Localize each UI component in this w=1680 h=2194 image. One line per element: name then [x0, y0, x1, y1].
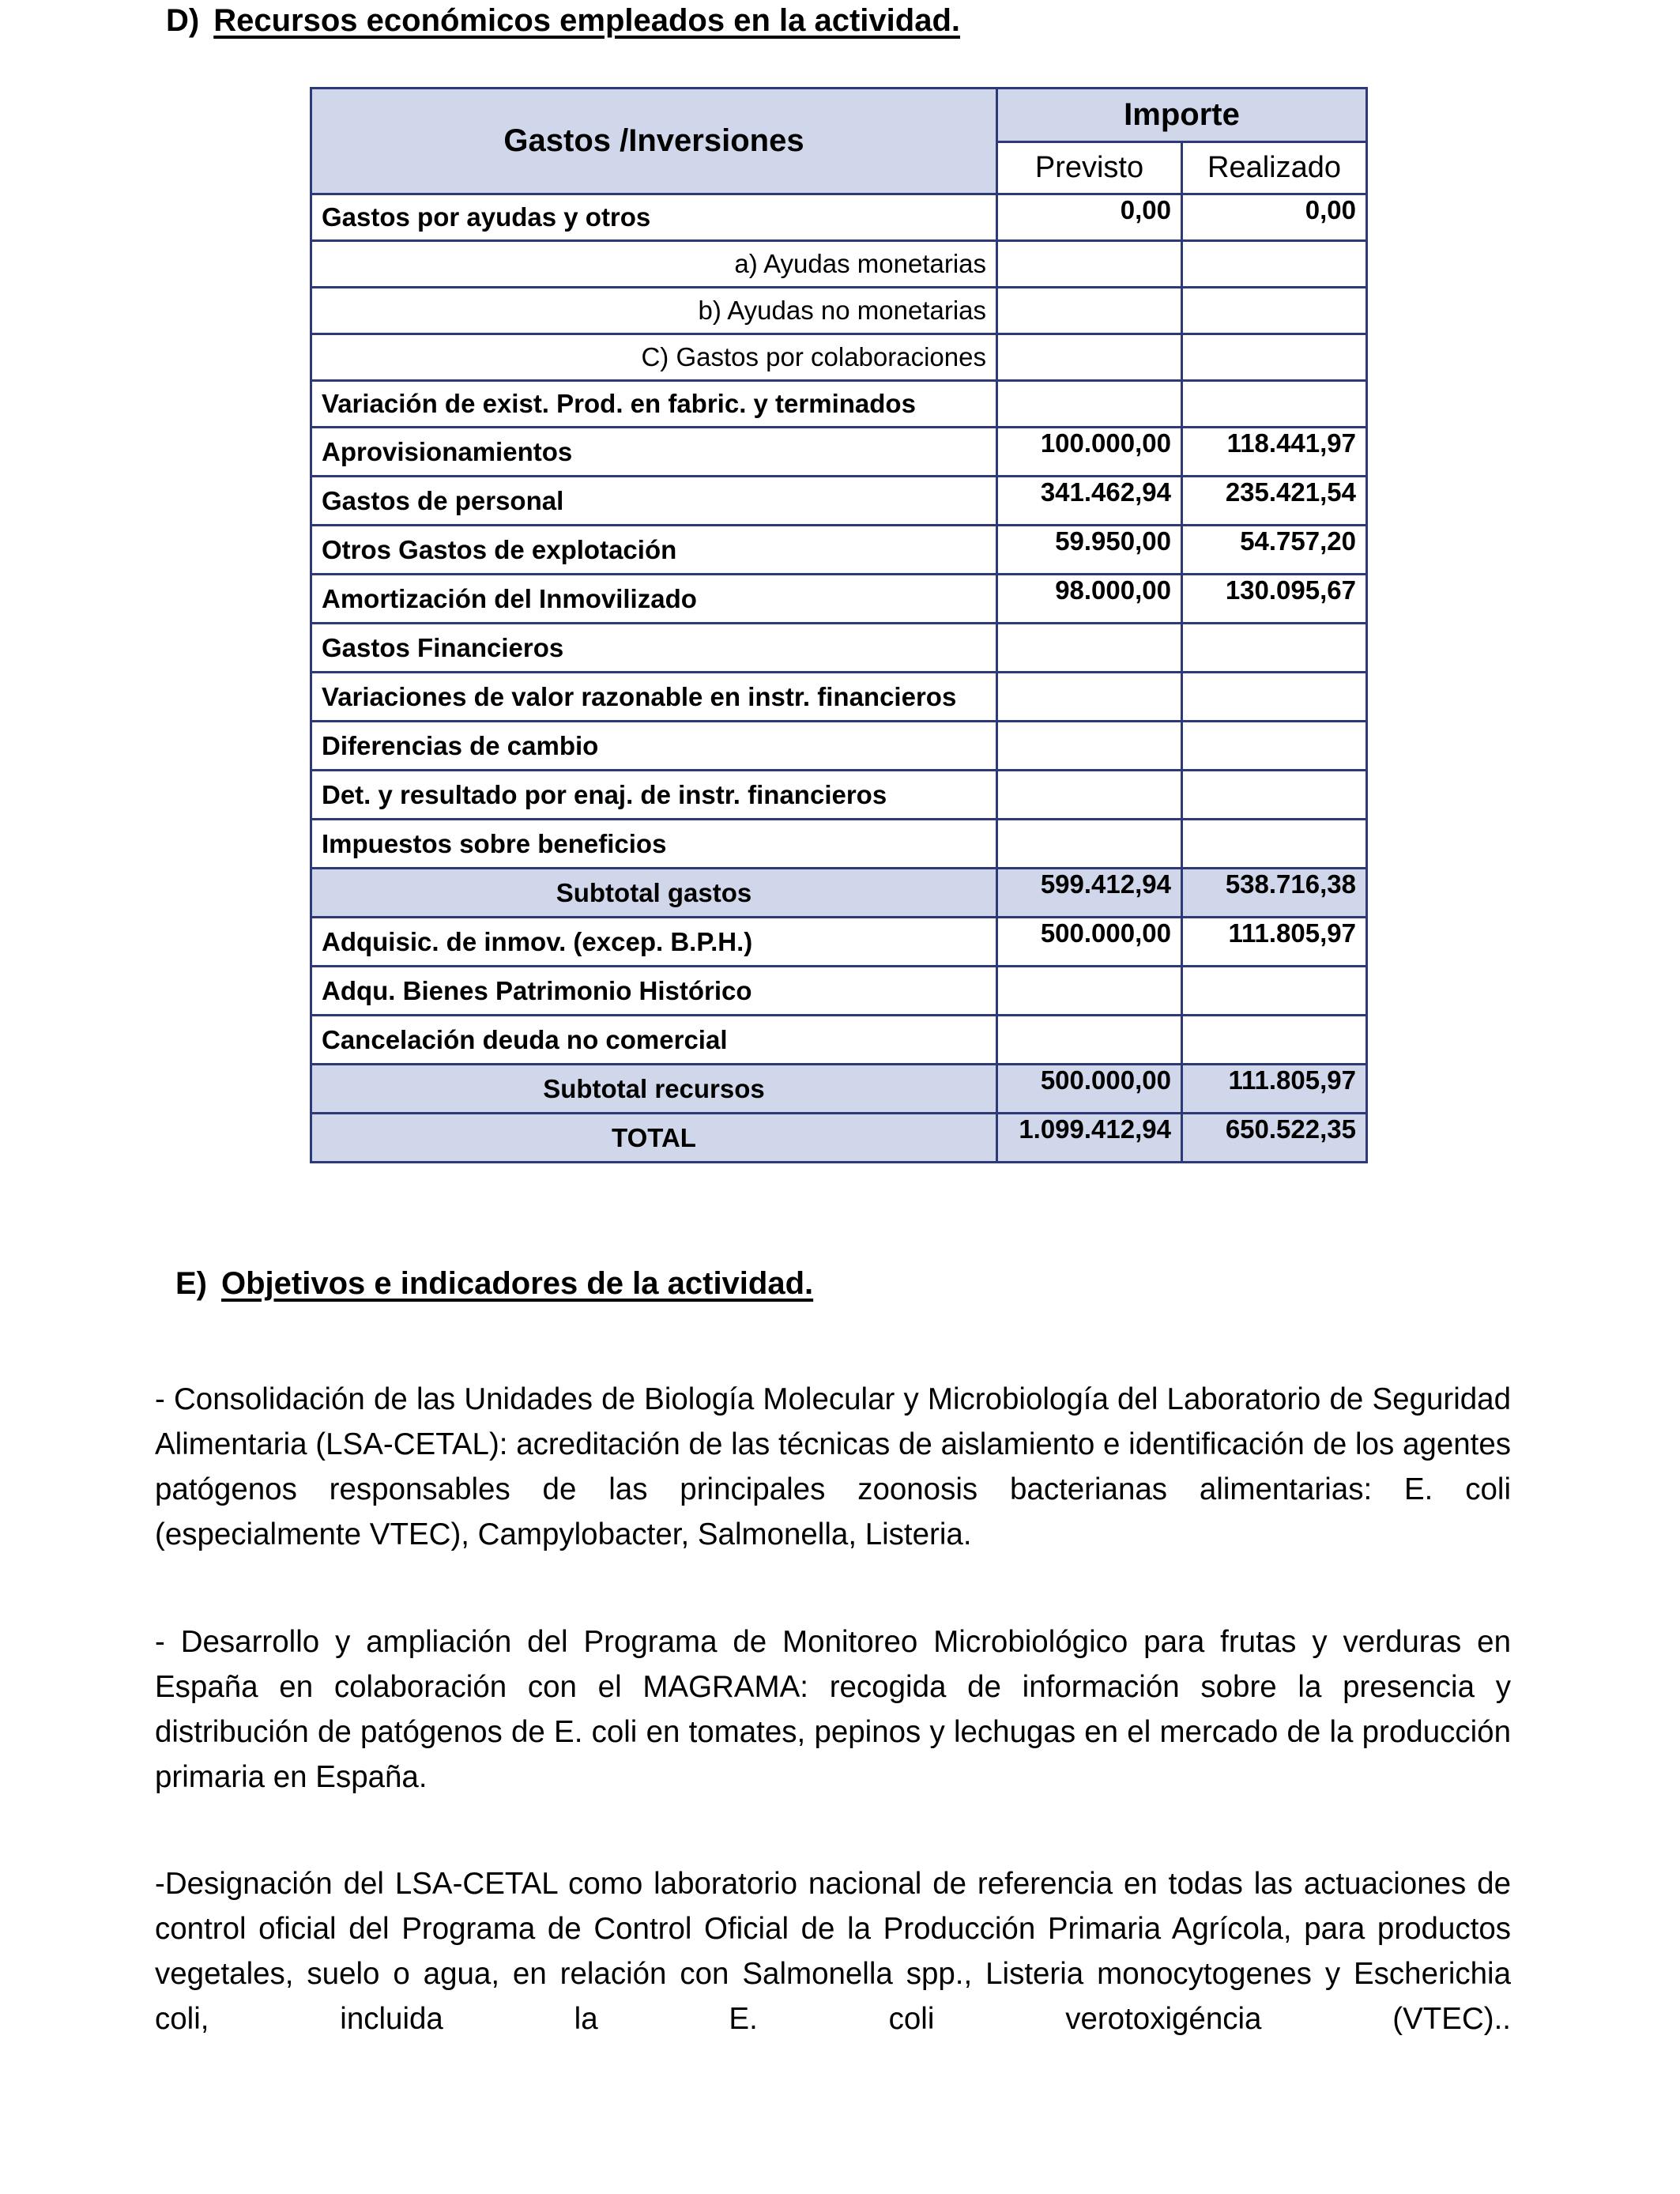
table-row — [311, 918, 1367, 967]
realizado-value: 235.421,54 — [1182, 477, 1367, 526]
row-label: Adquisic. de inmov. (excep. B.P.H.) — [311, 918, 997, 967]
previsto-value: 500.000,00 — [997, 918, 1182, 967]
table-row — [311, 1016, 1367, 1065]
section-e-heading — [175, 1265, 813, 1302]
realizado-value: 0,00 — [1182, 194, 1367, 241]
previsto-value — [997, 241, 1182, 288]
section-d-letter: D) — [166, 3, 200, 38]
row-label: Gastos de personal — [311, 477, 997, 526]
subtotal-gastos-row — [311, 869, 1367, 918]
table-row — [311, 575, 1367, 624]
objective-paragraph: - Desarrollo y ampliación del Programa de Monitoreo Microbiológico para frutas y verduras en España en colaboración con el MAGRAMA: recogida de información sobre la presencia y distribución de patógenos de E. coli en tomates, pepinos y lechugas en el mercado de la producción primaria en España. — [155, 1624, 1511, 1794]
previsto-value — [997, 334, 1182, 381]
header-previsto: Previsto — [997, 142, 1182, 194]
previsto-value — [997, 381, 1182, 428]
table-row — [311, 334, 1367, 381]
realizado-value: 130.095,67 — [1182, 575, 1367, 624]
previsto-value — [997, 1016, 1182, 1065]
realizado-value — [1182, 288, 1367, 334]
row-label: TOTAL — [311, 1114, 997, 1163]
previsto-value — [997, 771, 1182, 820]
row-label: Variación de exist. Prod. en fabric. y terminados — [311, 381, 997, 428]
table-row — [311, 428, 1367, 477]
realizado-value — [1182, 334, 1367, 381]
table-row — [311, 771, 1367, 820]
realizado-value — [1182, 771, 1367, 820]
previsto-value: 98.000,00 — [997, 575, 1182, 624]
previsto-value: 100.000,00 — [997, 428, 1182, 477]
header-importe: Importe — [997, 89, 1367, 142]
row-label: Otros Gastos de explotación — [311, 526, 997, 575]
previsto-value: 1.099.412,94 — [997, 1114, 1182, 1163]
row-label: Amortización del Inmovilizado — [311, 575, 997, 624]
total-row — [311, 1114, 1367, 1163]
objective-paragraph: - Consolidación de las Unidades de Biología Molecular y Microbiología del Laboratorio de Seguridad Alimentaria (LSA-CETAL): acreditación de las técnicas de aislamiento e identificación de los agentes patógenos responsables de las principales zoonosis bacterianas alimentarias: E. coli (especialmente VTEC), Campylobacter, Salmonella, Listeria. — [155, 1382, 1511, 1551]
realizado-value — [1182, 624, 1367, 673]
realizado-value — [1182, 967, 1367, 1016]
row-label: Gastos Financieros — [311, 624, 997, 673]
realizado-value: 54.757,20 — [1182, 526, 1367, 575]
objective-paragraph: -Designación del LSA-CETAL como laboratorio nacional de referencia en todas las actuaciones de control oficial del Programa de Control Oficial de la Producción Primaria Agrícola, para productos vegetales, suelo o agua, en relación con Salmonella spp., Listeria monocytogenes y Escherichia coli, incluida la E. coli verotoxigéncia (VTEC).. — [155, 1866, 1511, 2036]
row-label: a) Ayudas monetarias — [311, 241, 997, 288]
row-label: Cancelación deuda no comercial — [311, 1016, 997, 1065]
previsto-value: 59.950,00 — [997, 526, 1182, 575]
previsto-value: 0,00 — [997, 194, 1182, 241]
budget-table — [310, 87, 1368, 1163]
previsto-value: 599.412,94 — [997, 869, 1182, 918]
previsto-value — [997, 820, 1182, 869]
header-gastos-inversiones: Gastos /Inversiones — [311, 89, 997, 194]
previsto-value — [997, 288, 1182, 334]
previsto-value — [997, 624, 1182, 673]
previsto-value: 500.000,00 — [997, 1065, 1182, 1114]
previsto-value — [997, 722, 1182, 771]
realizado-value — [1182, 722, 1367, 771]
row-label: Det. y resultado por enaj. de instr. financieros — [311, 771, 997, 820]
realizado-value: 111.805,97 — [1182, 918, 1367, 967]
table-row — [311, 381, 1367, 428]
table-row — [311, 722, 1367, 771]
row-label: Adqu. Bienes Patrimonio Histórico — [311, 967, 997, 1016]
previsto-value: 341.462,94 — [997, 477, 1182, 526]
row-label: b) Ayudas no monetarias — [311, 288, 997, 334]
row-label: Diferencias de cambio — [311, 722, 997, 771]
realizado-value — [1182, 673, 1367, 722]
section-e-letter: E) — [175, 1266, 207, 1301]
section-e-title: Objetivos e indicadores de la actividad. — [221, 1266, 814, 1301]
table-row — [311, 526, 1367, 575]
realizado-value — [1182, 820, 1367, 869]
table-row — [311, 673, 1367, 722]
table-row — [311, 288, 1367, 334]
subtotal-recursos-row — [311, 1065, 1367, 1114]
table-row — [311, 967, 1367, 1016]
table-row — [311, 624, 1367, 673]
row-label: Aprovisionamientos — [311, 428, 997, 477]
realizado-value — [1182, 381, 1367, 428]
row-label: Impuestos sobre beneficios — [311, 820, 997, 869]
realizado-value — [1182, 1016, 1367, 1065]
table-row — [311, 194, 1367, 241]
realizado-value: 538.716,38 — [1182, 869, 1367, 918]
table-row — [311, 241, 1367, 288]
row-label: Variaciones de valor razonable en instr. financieros — [311, 673, 997, 722]
realizado-value — [1182, 241, 1367, 288]
row-label: Subtotal gastos — [311, 869, 997, 918]
header-realizado: Realizado — [1182, 142, 1367, 194]
row-label: C) Gastos por colaboraciones — [311, 334, 997, 381]
row-label: Subtotal recursos — [311, 1065, 997, 1114]
realizado-value: 118.441,97 — [1182, 428, 1367, 477]
table-row — [311, 477, 1367, 526]
row-label: Gastos por ayudas y otros — [311, 194, 997, 241]
previsto-value — [997, 967, 1182, 1016]
table-row — [311, 820, 1367, 869]
realizado-value: 650.522,35 — [1182, 1114, 1367, 1163]
previsto-value — [997, 673, 1182, 722]
section-d-heading — [166, 2, 960, 40]
realizado-value: 111.805,97 — [1182, 1065, 1367, 1114]
section-d-title: Recursos económicos empleados en la actividad. — [213, 3, 961, 38]
